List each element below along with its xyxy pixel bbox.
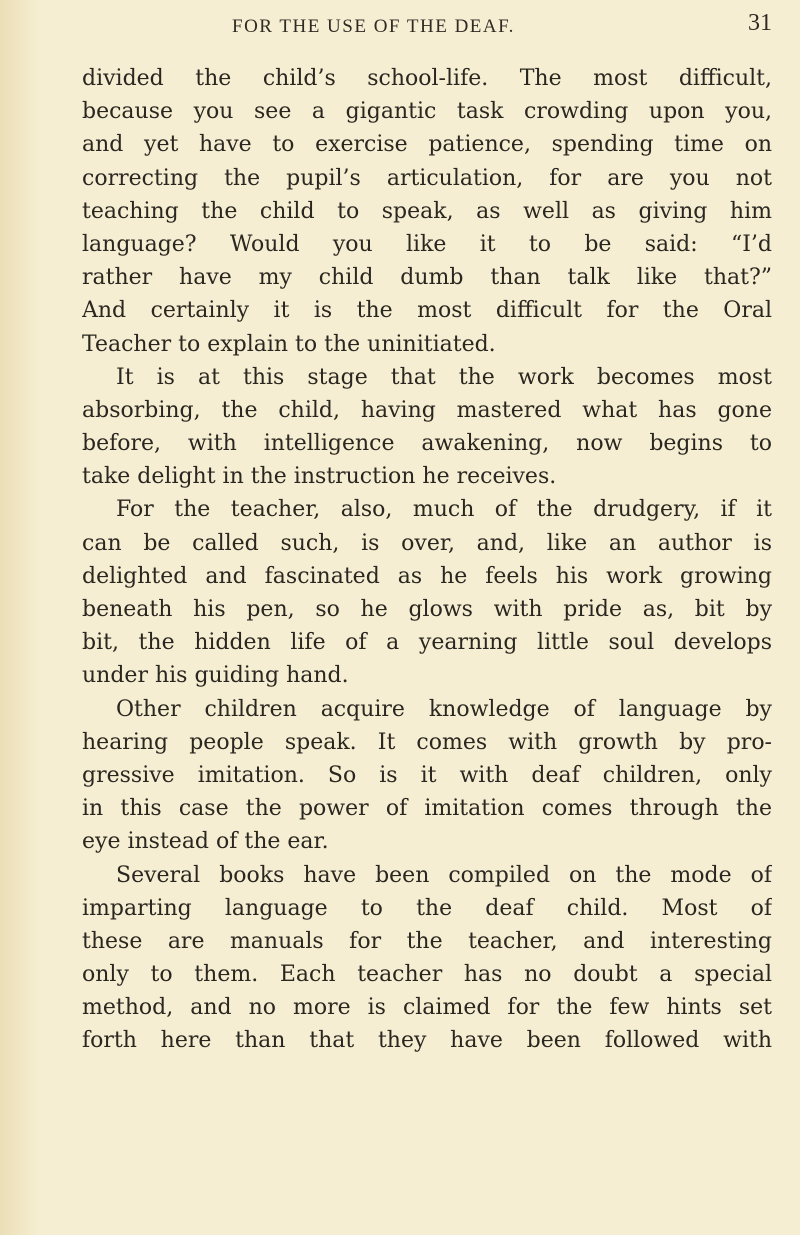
text-line: Other children acquire knowledge of language by [116,696,772,722]
text-line: beneath his pen, so he glows with pride as, bit by [82,597,772,622]
text-line: only to them. Each teacher has no doubt a special [82,962,772,988]
text-line: in this case the power of imitation comes through the [82,796,772,822]
text-line: gressive imitation. So is it with deaf children, only [82,762,772,788]
text-line: correcting the pupil’s articulation, for are you not [82,165,772,191]
text-line: can be called such, is over, and, like an author is [82,530,772,556]
page-number: 31 [748,10,772,36]
text-line: imparting language to the deaf child. Most of [82,895,772,921]
text-line: divided the child’s school-life. The most difficult, [82,66,772,91]
text-line: before, with intelligence awakening, now begins to [82,431,772,457]
text-line: language? Would you like it to be said: “I’d [82,231,772,257]
text-line: For the teacher, also, much of the drudgery, if it [116,497,772,523]
text-line: Several books have been compiled on the mode of [116,862,772,888]
text-line: and yet have to exercise patience, spending time on [82,132,772,158]
text-line: teaching the child to speak, as well as giving him [82,198,772,224]
running-head: FOR THE USE OF THE DEAF. [232,16,515,37]
text-line: It is at this stage that the work becomes most [116,364,772,390]
text-line: hearing people speak. It comes with growth by pro- [82,729,772,755]
text-line: bit, the hidden life of a yearning little soul develops [82,630,772,656]
text-line: take delight in the instruction he receives. [82,464,557,490]
text-line: Teacher to explain to the uninitiated. [82,331,496,357]
text-line: under his guiding hand. [82,663,349,689]
text-line: because you see a gigantic task crowding upon you, [82,99,772,125]
page-header [82,10,772,50]
text-line: these are manuals for the teacher, and interesting [82,928,772,954]
text-line: eye instead of the ear. [82,829,329,855]
text-line: rather have my child dumb than talk like that?” [82,265,772,291]
text-line: forth here than that they have been followed with [82,1028,772,1054]
text-line: absorbing, the child, having mastered what has gone [82,397,772,423]
text-line: And certainly it is the most difficult for the Oral [82,298,772,324]
text-line: delighted and fascinated as he feels his work growing [82,563,772,589]
body-text [82,62,772,1058]
text-line: method, and no more is claimed for the few hints set [82,995,772,1021]
